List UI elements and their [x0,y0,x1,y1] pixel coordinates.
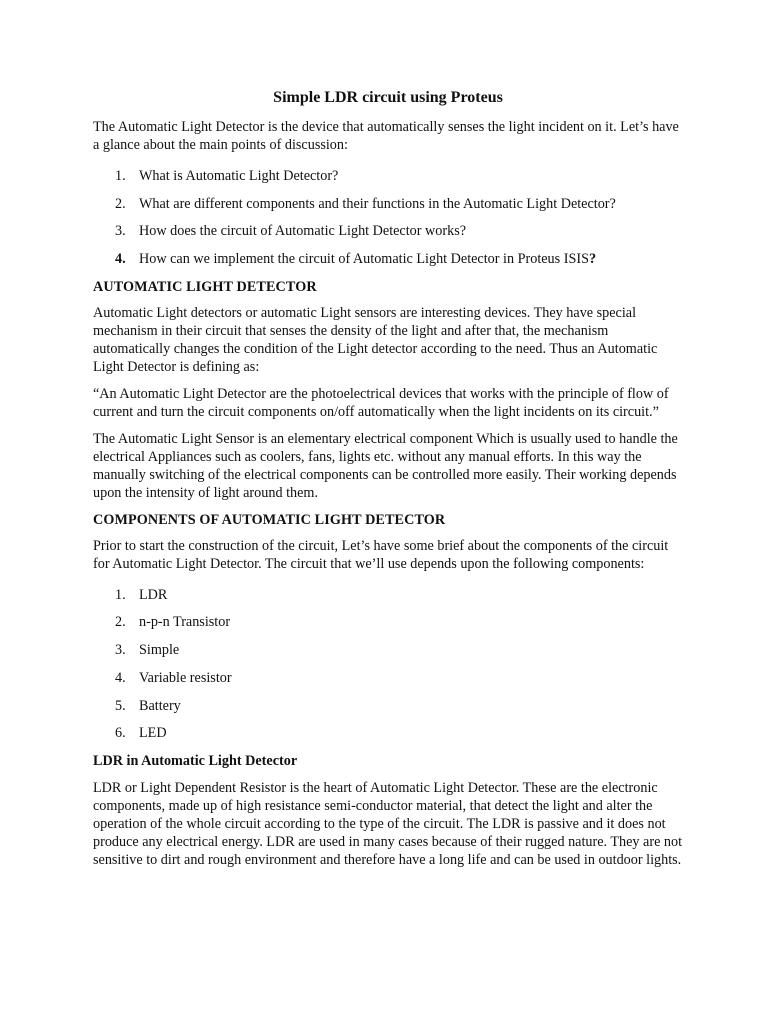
list-item-text: n-p-n Transistor [139,614,231,631]
intro-paragraph: The Automatic Light Detector is the device that automatically senses the light incident on it. Let’s have a glance about the main points of discussion: [93,119,679,153]
list-item [93,641,683,659]
document-body [93,118,683,878]
list-number: 1. [115,168,126,184]
list-item [93,613,683,631]
section1-paragraph: Automatic Light detectors or automatic Light sensors are interesting devices. They have special mechanism in their circuit that senses the density of the light and after that, the mechanism automatically changes the condition of the Light detector according to the need. Thus an Automatic Light Detector is defining as: [93,304,658,375]
list-number: 4. [115,251,126,268]
list-item-suffix: ? [588,251,597,268]
list-item-text: Simple [139,642,180,659]
list-item-text: What is Automatic Light Detector? [139,168,339,184]
list-item [93,697,683,715]
list-number: 4. [115,669,126,686]
document-title: Simple LDR circuit using Proteus [273,89,503,106]
components-list [93,586,683,742]
list-number: 5. [115,697,126,714]
list-item-text: What are different components and their functions in the Automatic Light Detector? [139,195,616,212]
list-item-text: LDR [139,586,168,603]
list-item-text: How does the circuit of Automatic Light Detector works? [139,223,467,240]
list-item [93,250,683,268]
list-number: 3. [115,642,126,659]
list-item-text: LED [139,725,167,742]
list-item [93,167,683,185]
list-item [93,195,683,213]
list-item [93,669,683,687]
list-item-text: Battery [139,697,181,714]
discussion-points-list [93,167,683,268]
section-heading-components: COMPONENTS OF AUTOMATIC LIGHT DETECTOR [93,511,446,528]
list-item [93,724,683,742]
list-item-text: Variable resistor [139,669,232,686]
section3-paragraph: LDR or Light Dependent Resistor is the heart of Automatic Light Detector. These are the electronic components, made up of high resistance semi-conductor material, that detect the light and alter the operation of the whole circuit according to the type of the circuit. The LDR is passive and it does not produce any electrical energy. LDR are used in many cases because of their rugged nature. They are not sensitive to dirt and rough environment and therefore have a long life and can be used in outdoor lights. [93,779,683,868]
section1-paragraph-2: The Automatic Light Sensor is an elementary electrical component Which is usually used to handle the electrical Appliances such as coolers, fans, lights etc. without any manual efforts. In this way the manually switching of the electrical components can be controlled more easily. Their working depends upon the intensity of light around them. [93,430,678,501]
list-item [93,222,683,240]
section-heading-ldr: LDR in Automatic Light Detector [93,752,298,769]
list-number: 3. [115,223,126,240]
section-heading-automatic-light-detector: AUTOMATIC LIGHT DETECTOR [93,278,317,295]
list-number: 2. [115,614,126,631]
list-number: 2. [115,195,126,212]
list-item [93,586,683,604]
definition-quote: “An Automatic Light Detector are the photoelectrical devices that works with the principle of flow of current and turn the circuit components on/off automatically when the light incidents on its circuit.” [93,385,669,420]
list-number: 6. [115,725,126,742]
list-number: 1. [115,586,126,603]
section2-paragraph: Prior to start the construction of the circuit, Let’s have some brief about the components of the circuit for Automatic Light Detector. The circuit that we’ll use depends upon the following components: [93,537,669,572]
list-item-text: How can we implement the circuit of Automatic Light Detector in Proteus ISIS [139,251,589,268]
